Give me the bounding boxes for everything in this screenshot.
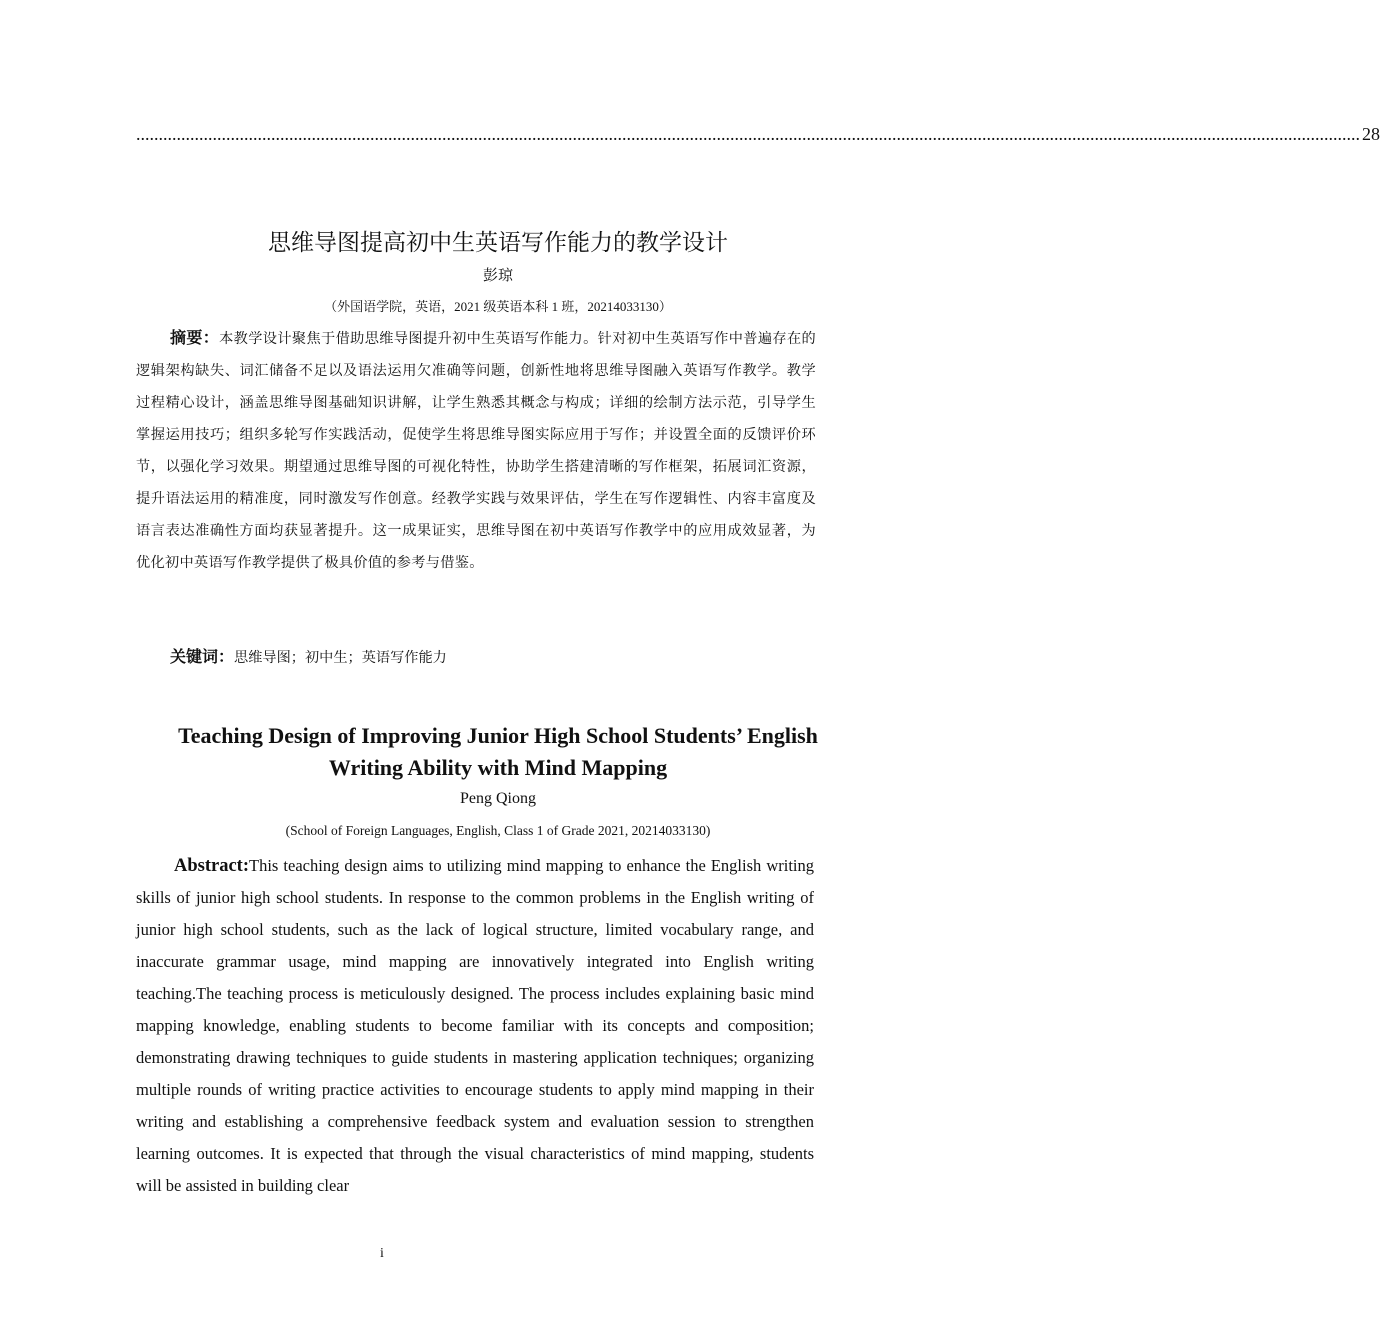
chinese-affiliation: （外国语学院，英语，2021 级英语本科 1 班，20214033130） <box>324 299 672 314</box>
english-abstract-text: This teaching design aims to utilizing mind mapping to enhance the English writing skills of junior high school students. In response to the common problems in the English writing of junior high school students, such as the lack of logical structure, limited vocabulary range, and inaccurate grammar usage, mind mapping are innovatively integrated into English writing teaching.The teaching process is meticulously designed. The process includes explaining basic mind mapping knowledge, enabling students to become familiar with its concepts and composition; demonstrating drawing techniques to guide students in mastering application techniques; organizing multiple rounds of writing practice activities to encourage students to apply mind mapping in their writing and establishing a comprehensive feedback system and evaluation session to strengthen learning outcomes. It is expected that through the visual characteristics of mind mapping, students will be assisted in building clear <box>136 856 814 1195</box>
toc-leader-dots: ................................................................................................................................................................................................................................................................................ <box>136 124 1360 144</box>
toc-entry <box>136 121 1380 144</box>
chinese-abstract-text: 本教学设计聚焦于借助思维导图提升初中生英语写作能力。针对初中生英语写作中普遍存在的逻辑架构缺失、词汇储备不足以及语法运用欠准确等问题，创新性地将思维导图融入英语写作教学。教学过程精心设计，涵盖思维导图基础知识讲解，让学生熟悉其概念与构成；详细的绘制方法示范，引导学生掌握运用技巧；组织多轮写作实践活动，促使学生将思维导图实际应用于写作；并设置全面的反馈评价环节，以强化学习效果。期望通过思维导图的可视化特性，协助学生搭建清晰的写作框架，拓展词汇资源，提升语法运用的精准度，同时激发写作创意。经教学实践与效果评估，学生在写作逻辑性、内容丰富度及语言表达准确性方面均获显著提升。这一成果证实，思维导图在初中英语写作教学中的应用成效显著，为优化初中英语写作教学提供了极具价值的参考与借鉴。 <box>136 331 816 571</box>
chinese-keywords <box>170 644 447 667</box>
english-affiliation: (School of Foreign Languages, English, Class 1 of Grade 2021, 20214033130) <box>285 823 711 838</box>
chinese-title: 思维导图提高初中生英语写作能力的教学设计 <box>268 230 728 256</box>
chinese-abstract-label: 摘要： <box>170 328 220 347</box>
chinese-abstract <box>136 322 816 579</box>
english-abstract-label: Abstract: <box>174 856 250 876</box>
chinese-keywords-text: 思维导图；初中生；英语写作能力 <box>234 650 447 666</box>
page-number: i <box>380 1246 384 1261</box>
english-author: Peng Qiong <box>460 790 536 807</box>
english-abstract <box>136 850 814 1202</box>
chinese-keywords-label: 关键词： <box>170 647 235 666</box>
chinese-author: 彭琼 <box>482 266 513 284</box>
toc-page-number: 28 <box>1362 124 1380 144</box>
english-title: Teaching Design of Improving Junior High School Students’ English Writing Ability with Mind Mapping <box>178 723 818 780</box>
